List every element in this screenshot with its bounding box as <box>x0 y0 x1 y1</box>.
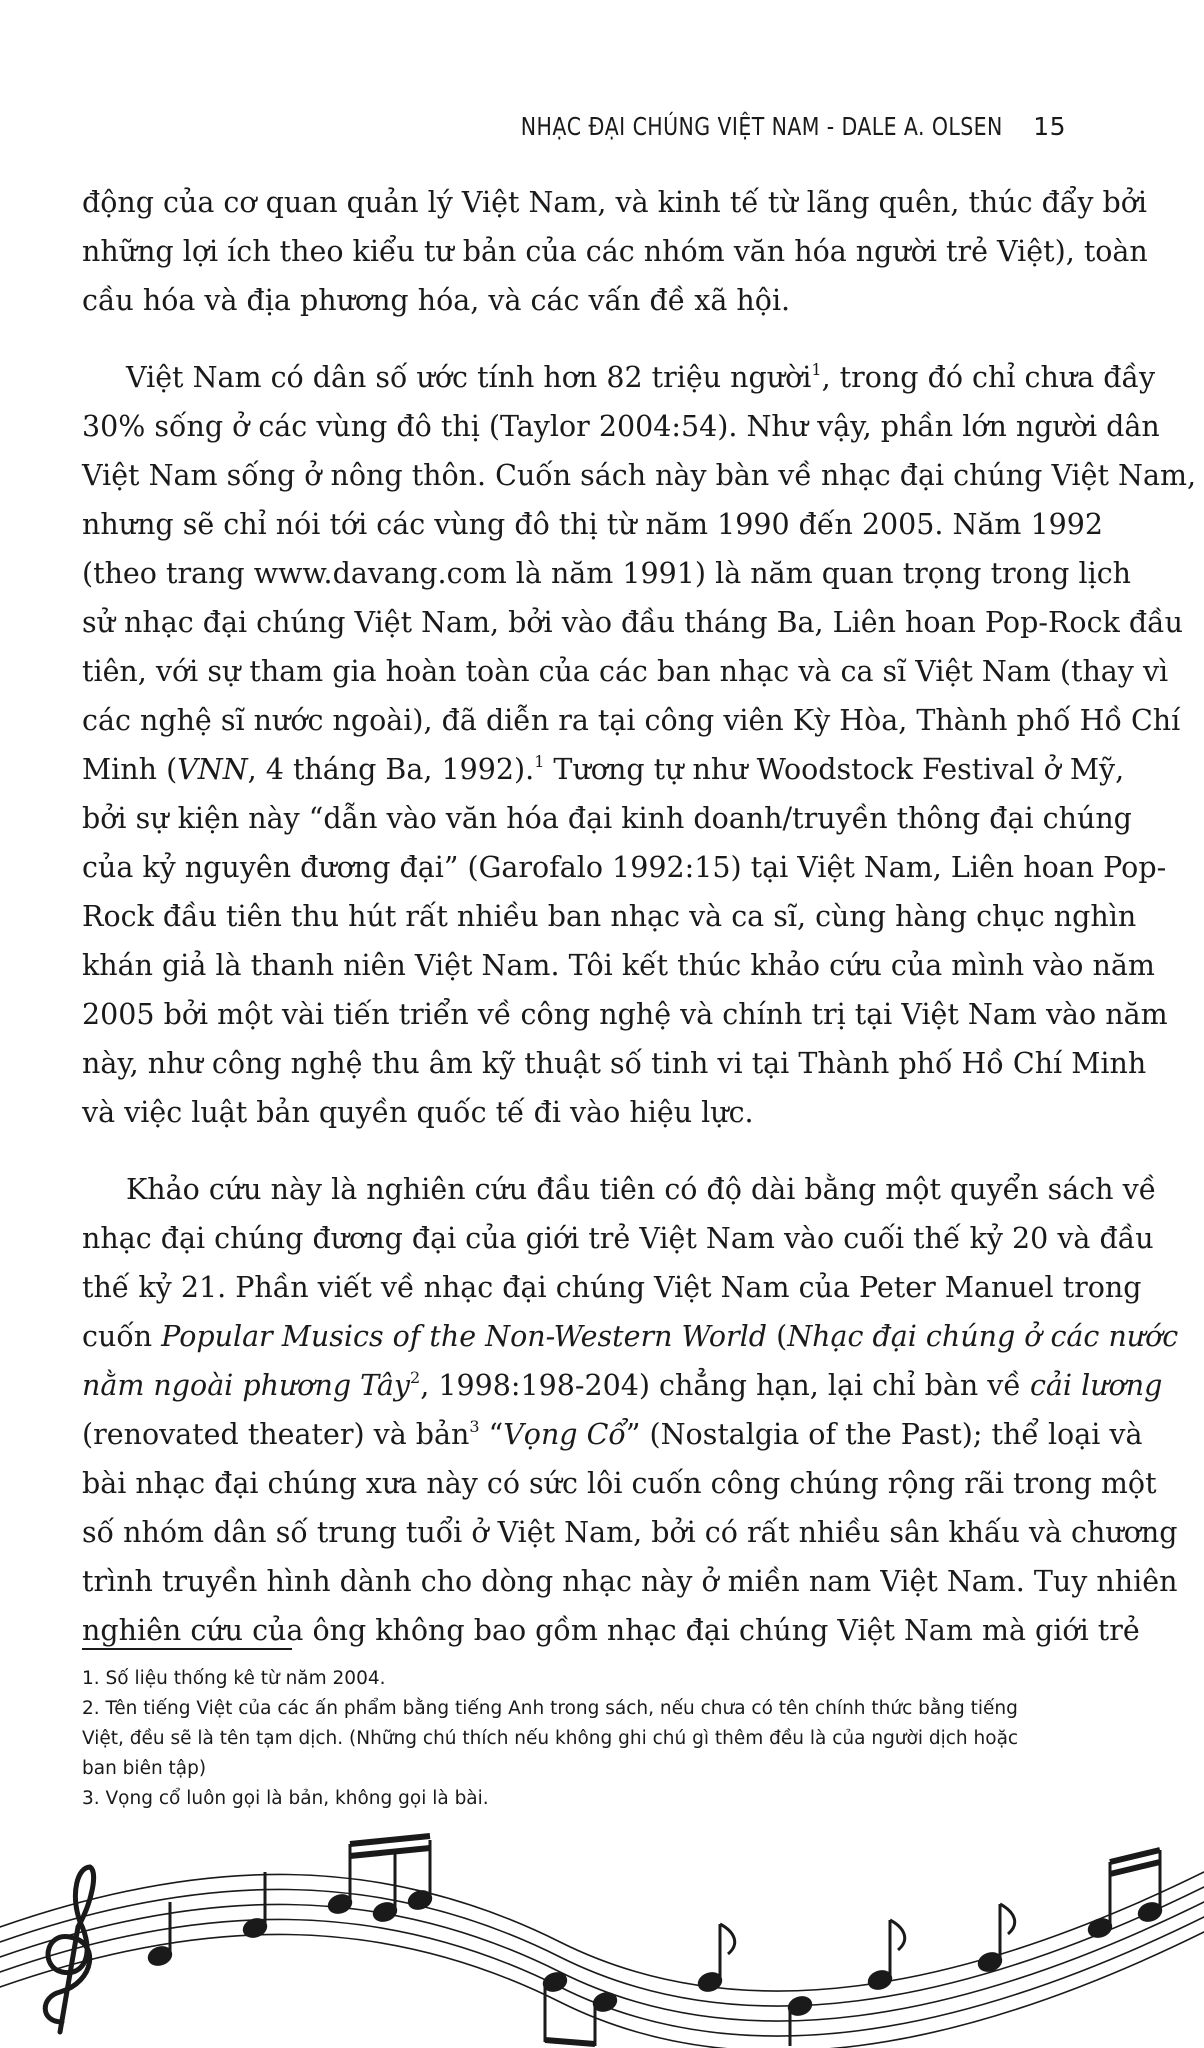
text-line: tiên, với sự tham gia hoàn toàn của các ban nhạc và ca sĩ Việt Nam (thay vì <box>82 655 1169 688</box>
text-line: sử nhạc đại chúng Việt Nam, bởi vào đầu tháng Ba, Liên hoan Pop-Rock đầu <box>82 606 1183 639</box>
text-line: Rock đầu tiên thu hút rất nhiều ban nhạc và ca sĩ, cùng hàng chục nghìn <box>82 900 1137 933</box>
text-line: cầu hóa và địa phương hóa, và các vấn đề xã hội. <box>82 284 791 317</box>
text-line: động của cơ quan quản lý Việt Nam, và kinh tế từ lãng quên, thúc đẩy bởi <box>82 186 1148 219</box>
text-line: thế kỷ 21. Phần viết về nhạc đại chúng Việt Nam của Peter Manuel trong <box>82 1271 1142 1304</box>
paragraph-3 <box>82 1165 1179 1655</box>
text-line: số nhóm dân số trung tuổi ở Việt Nam, bởi có rất nhiều sân khấu và chương <box>82 1516 1178 1549</box>
text-line: trình truyền hình dành cho dòng nhạc này ở miền nam Việt Nam. Tuy nhiên <box>82 1565 1178 1598</box>
body-text <box>82 178 1197 1655</box>
text-line: 2005 bởi một vài tiến triển về công nghệ và chính trị tại Việt Nam vào năm <box>82 998 1168 1031</box>
text-line: các nghệ sĩ nước ngoài), đã diễn ra tại công viên Kỳ Hòa, Thành phố Hồ Chí <box>82 704 1181 737</box>
text-line: này, như công nghệ thu âm kỹ thuật số tinh vi tại Thành phố Hồ Chí Minh <box>82 1047 1147 1080</box>
text-line: Khảo cứu này là nghiên cứu đầu tiên có độ dài bằng một quyển sách về <box>126 1173 1157 1206</box>
footnote-ref: 1 <box>534 751 545 771</box>
text-line: (theo trang www.davang.com là năm 1991) là năm quan trọng trong lịch <box>82 557 1132 590</box>
footnote-ref: 3 <box>469 1416 480 1436</box>
text-line: bởi sự kiện này “dẫn vào văn hóa đại kinh doanh/truyền thông đại chúng <box>82 802 1132 835</box>
footnote-ref: 2 <box>410 1367 421 1387</box>
text-line: bài nhạc đại chúng xưa này có sức lôi cuốn công chúng rộng rãi trong một <box>82 1467 1157 1500</box>
page-number: 15 <box>1033 112 1066 141</box>
text-line: nhạc đại chúng đương đại của giới trẻ Việt Nam vào cuối thế kỷ 20 và đầu <box>82 1222 1154 1255</box>
footnote-2: 2. Tên tiếng Việt của các ấn phẩm bằng tiếng Anh trong sách, nếu chưa có tên chính thức bằng tiếng <box>82 1698 1018 1719</box>
music-staff-ornament-icon <box>0 1832 1204 2048</box>
text-line: (renovated theater) và bản$^3$ “Vọng Cổ” (Nostalgia of the Past); thể loại và <box>82 1416 1143 1451</box>
text-line: Việt Nam sống ở nông thôn. Cuốn sách này bàn về nhạc đại chúng Việt Nam, <box>82 459 1197 492</box>
text-line: Minh (VNN, 4 tháng Ba, 1992).$^1$ Tương tự như Woodstock Festival ở Mỹ, <box>82 751 1125 786</box>
text-line: của kỷ nguyên đương đại” (Garofalo 1992:15) tại Việt Nam, Liên hoan Pop- <box>82 851 1167 884</box>
footnote-1: 1. Số liệu thống kê từ năm 2004. <box>82 1668 386 1689</box>
text-line: 30% sống ở các vùng đô thị (Taylor 2004:54). Như vậy, phần lớn người dân <box>82 410 1160 443</box>
text-line: những lợi ích theo kiểu tư bản của các nhóm văn hóa người trẻ Việt), toàn <box>82 235 1148 268</box>
footnote-2-cont: Việt, đều sẽ là tên tạm dịch. (Những chú thích nếu không ghi chú gì thêm đều là của người dịch hoặc <box>82 1728 1019 1749</box>
footnotes <box>82 1648 1072 1814</box>
footnote-divider <box>82 1648 292 1650</box>
running-title: NHẠC ĐẠI CHÚNG VIỆT NAM - DALE A. OLSEN <box>521 112 1004 141</box>
text-line: nằm ngoài phương Tây$^2$, 1998:198-204) chẳng hạn, lại chỉ bàn về cải lương <box>82 1367 1163 1402</box>
running-header <box>80 112 1066 141</box>
text-line: Việt Nam có dân số ước tính hơn 82 triệu người$^1$, trong đó chỉ chưa đầy <box>126 359 1156 394</box>
book-title: Popular Musics of the Non-Western World <box>161 1320 768 1353</box>
text-line: và việc luật bản quyền quốc tế đi vào hiệu lực. <box>82 1096 754 1129</box>
footnote-3: 3. Vọng cổ luôn gọi là bản, không gọi là bài. <box>82 1788 489 1809</box>
paragraph-2 <box>82 353 1197 1137</box>
footnote-ref: 1 <box>811 359 822 379</box>
paragraph-1 <box>82 178 1148 325</box>
text-line: nhưng sẽ chỉ nói tới các vùng đô thị từ năm 1990 đến 2005. Năm 1992 <box>82 508 1104 541</box>
text-line: khán giả là thanh niên Việt Nam. Tôi kết thúc khảo cứu của mình vào năm <box>82 949 1155 982</box>
footnote-2-cont: ban biên tập) <box>82 1758 207 1779</box>
text-line: nghiên cứu của ông không bao gồm nhạc đại chúng Việt Nam mà giới trẻ <box>82 1614 1140 1647</box>
text-line: cuốn Popular Musics of the Non-Western World (Nhạc đại chúng ở các nước <box>82 1320 1179 1353</box>
